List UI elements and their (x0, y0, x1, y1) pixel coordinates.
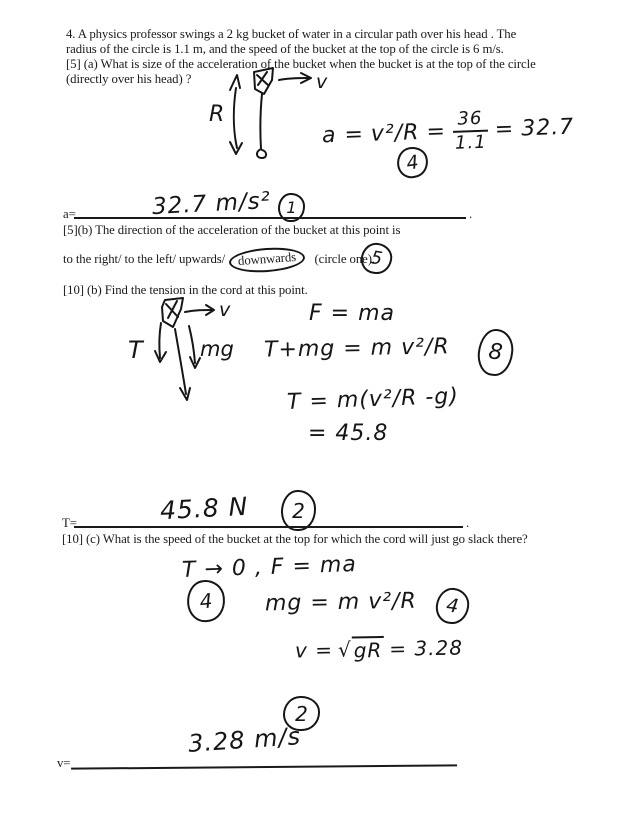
part-a-answer-value: 32.7 m/s² (151, 187, 272, 221)
line-terminator: . (469, 207, 473, 221)
equals-sign: = (494, 117, 515, 143)
weight-label: mg (200, 337, 234, 361)
part-c-work-line1: T → 0 , F = ma (181, 551, 358, 584)
eq-lhs: a = (321, 122, 365, 149)
part-b-work-line3: T = m(v²/R -g) (286, 384, 460, 415)
tension-prompt: [10] (b) Find the tension in the cord at this point. (63, 283, 308, 297)
answer-label-v: v= (57, 756, 71, 770)
bucket-scribble (166, 301, 178, 318)
velocity-arrow-shaft (279, 78, 308, 80)
problem-line: radius of the circle is 1.1 m, and the speed of the bucket at the top of the circle is 6 m/s. (66, 42, 504, 56)
part-c-answer-value: 3.28 m/s (187, 722, 302, 758)
part-b-work-line2: T+mg = m v²/R (263, 334, 450, 363)
score-value: 4 (198, 588, 214, 614)
slack-prompt: [10] (c) What is the speed of the bucket at the top for which the cord will just go slack there? (62, 532, 528, 546)
answer-blank-line (74, 203, 466, 219)
bucket-scribble (257, 72, 268, 85)
radical-sign: √ (337, 637, 352, 662)
score-value: 4 (444, 594, 461, 618)
score-value: 5 (369, 247, 384, 270)
free-body-diagram (123, 296, 263, 420)
eq-result: 32.7 (520, 114, 575, 142)
cord-long-line (175, 329, 186, 394)
part-b-answer-value: 45.8 N (159, 491, 250, 526)
velocity-label: v (316, 71, 328, 93)
bucket-radius-diagram (203, 66, 338, 181)
velocity-arrow-shaft (185, 310, 212, 312)
cord-line (260, 94, 262, 149)
answer-blank-line (74, 512, 463, 528)
score-value: 8 (487, 339, 504, 366)
eq-lhs: v = (294, 637, 334, 663)
equals-sign: = (426, 119, 447, 146)
problem-line: [5] (a) What is size of the acceleration of the bucket when the bucket is at the top of the circle (66, 57, 536, 71)
velocity-label: v (219, 299, 231, 321)
score-circle (185, 578, 227, 624)
tension-label: T (128, 336, 143, 364)
part-b-work-line1: F = ma (309, 301, 395, 326)
tension-arrow-shaft (159, 323, 161, 358)
part-c-work-line2: mg = m v²/R (264, 588, 417, 617)
radius-arrow-up-head (230, 75, 240, 90)
score-circle (359, 241, 395, 277)
direction-prompt: [5](b) The direction of the acceleration of the bucket at this point is (63, 223, 401, 237)
score-value: 4 (404, 150, 421, 175)
score-circle (434, 586, 472, 626)
part-c-work-line3 (295, 635, 463, 664)
eq-rhs: = 3.28 (389, 635, 464, 661)
direction-options (63, 249, 375, 269)
score-circle (476, 327, 516, 377)
score-value: 2 (295, 701, 308, 726)
score-value: 1 (286, 198, 297, 217)
problem-line: 4. A physics professor swings a 2 kg bucket of water in a circular path over his head . The (66, 27, 517, 41)
answer-blank-line (71, 750, 457, 769)
problem-line: (directly over his head) ? (66, 72, 192, 86)
options-suffix: (circle one). (314, 252, 375, 266)
eq-expr: v²/R (370, 120, 420, 148)
part-a-work-equation (321, 106, 575, 158)
fraction-denominator: 1.1 (454, 131, 487, 154)
answer-label-t: T= (62, 516, 77, 530)
circled-option: downwards (228, 245, 306, 274)
part-b-work-line4: = 45.8 (308, 421, 389, 446)
radius-arrow-shaft (234, 88, 237, 148)
fraction-numerator: 36 (452, 109, 488, 133)
fraction (452, 109, 488, 154)
radicand: gR (351, 636, 384, 663)
answer-label-a: a= (63, 207, 76, 221)
options-prefix: to the right/ to the left/ upwards/ (63, 252, 226, 266)
line-terminator: . (466, 516, 470, 530)
score-value: 2 (292, 498, 305, 523)
radius-label: R (209, 102, 225, 127)
cord-end-loop (257, 149, 266, 158)
